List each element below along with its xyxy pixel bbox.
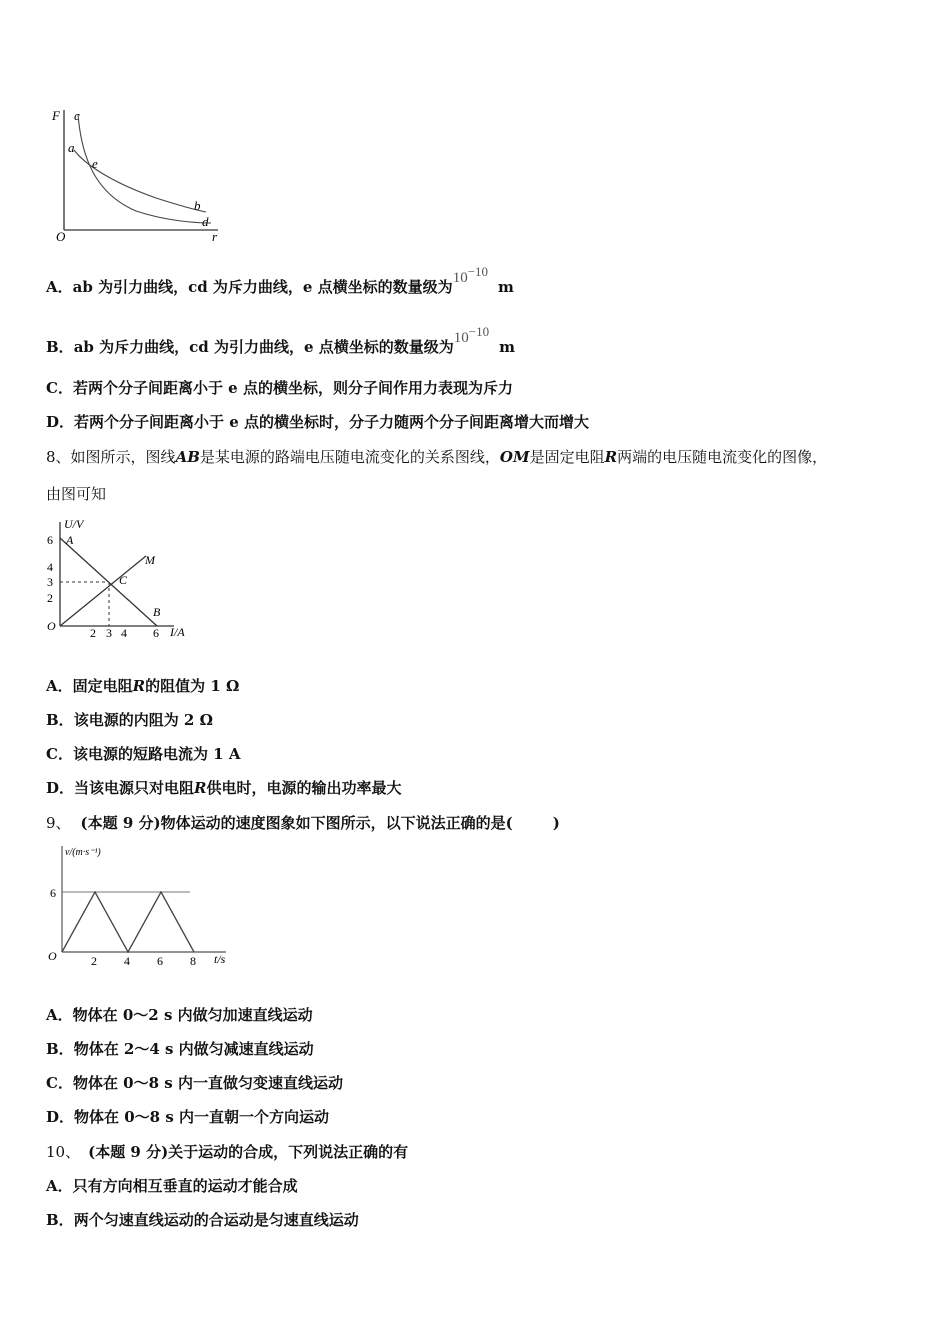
option-text: 固定电阻 <box>72 677 133 695</box>
option-letter: B． <box>46 1040 74 1058</box>
x-tick-2: 2 <box>90 626 96 640</box>
line-om <box>60 556 146 626</box>
q8-option-c[interactable] <box>46 744 240 764</box>
x-tick-8: 8 <box>190 954 196 968</box>
option-text: 当该电源只对电阻 <box>74 779 195 797</box>
option-letter: B． <box>46 338 74 356</box>
q9-option-b[interactable] <box>46 1039 314 1059</box>
option-text: 该电源的短路电流为 1 A <box>72 745 241 763</box>
point-c-label: C <box>119 573 128 587</box>
option-letter: B． <box>46 1211 74 1229</box>
option-letter: A． <box>46 278 73 296</box>
x-tick-6: 6 <box>153 626 159 640</box>
option-letter: C． <box>46 745 73 763</box>
q9-stem: 9、 (本题 9 分)物体运动的速度图象如下图所示，以下说法正确的是( ) <box>46 814 560 832</box>
x-tick-3: 3 <box>106 626 112 640</box>
velocity-series <box>62 892 194 952</box>
label-d: d <box>202 214 209 229</box>
q10-stem: 10、 (本题 9 分)关于运动的合成，下列说法正确的有 <box>46 1143 409 1161</box>
option-letter: B． <box>46 711 74 729</box>
option-text: 若两个分子间距离小于 e 点的横坐标时，分子力随两个分子间距离增大而增大 <box>74 413 590 431</box>
label-e: e <box>92 156 98 171</box>
option-text: ab 为引力曲线，cd 为斥力曲线，e 点横坐标的数量级为 <box>72 278 453 296</box>
y-tick-6: 6 <box>47 533 53 547</box>
q8-stem: 8、如图所示，图线AB是某电源的路端电压随电流变化的关系图线，OM是固定电阻R两端的电压随电流变化的图像， <box>46 448 828 466</box>
option-text: ab 为斥力曲线，cd 为引力曲线，e 点横坐标的数量级为 <box>73 338 454 356</box>
unit: m <box>499 338 515 356</box>
option-letter: A． <box>46 677 73 695</box>
q10-option-b[interactable] <box>46 1210 359 1230</box>
q9-option-d[interactable] <box>46 1107 329 1127</box>
option-text: 的阻值为 1 Ω <box>145 677 240 695</box>
f-axis-label: F <box>52 108 60 123</box>
label-c: c <box>74 108 80 123</box>
q8-option-b[interactable] <box>46 710 213 730</box>
velocity-time-graph <box>44 842 234 968</box>
q10-option-a[interactable] <box>46 1176 298 1196</box>
variable-r: R <box>194 779 207 797</box>
option-letter: C． <box>46 379 73 397</box>
option-text: 该电源的内阻为 2 Ω <box>73 711 213 729</box>
r-axis-label: r <box>212 229 218 244</box>
option-text: 只有方向相互垂直的运动才能合成 <box>72 1177 298 1195</box>
force-distance-figure <box>46 106 231 251</box>
q7-option-b[interactable] <box>46 324 515 358</box>
point-a-label: A <box>66 533 74 547</box>
u-i-graph <box>44 516 204 644</box>
origin-label: O <box>48 949 57 963</box>
point-m-label: M <box>145 553 155 567</box>
q9-option-a[interactable] <box>46 1005 313 1025</box>
u-axis-label: U/V <box>64 517 84 531</box>
q7-option-a[interactable] <box>46 264 514 298</box>
option-letter: A． <box>46 1006 73 1024</box>
option-text: 供电时，电源的输出功率最大 <box>206 779 402 797</box>
option-letter: D． <box>46 1108 75 1126</box>
curve-cd <box>78 114 211 223</box>
option-text: 若两个分子间距离小于 e 点的横坐标，则分子间作用力表现为斥力 <box>72 379 513 397</box>
point-b-label: B <box>153 605 161 619</box>
q8-stem-line2: 由图可知 <box>46 485 107 503</box>
option-text: 物体在 2～4 s 内做匀减速直线运动 <box>73 1040 314 1058</box>
q7-option-d[interactable] <box>46 412 589 432</box>
y-tick-3: 3 <box>47 575 53 589</box>
option-letter: C． <box>46 1074 73 1092</box>
option-text: 物体在 0～8 s 内一直朝一个方向运动 <box>74 1108 330 1126</box>
v-axis-label: v/(m·s⁻¹) <box>65 847 101 858</box>
t-axis-label: t/s <box>214 952 226 966</box>
x-tick-6: 6 <box>157 954 163 968</box>
q8-option-a[interactable] <box>46 676 239 696</box>
option-letter: A． <box>46 1177 73 1195</box>
power-of-ten: $10^{-10}$ <box>452 264 489 286</box>
x-tick-2: 2 <box>91 954 97 968</box>
x-tick-4: 4 <box>121 626 127 640</box>
unit: m <box>498 278 514 296</box>
y-tick-2: 2 <box>47 591 53 605</box>
y-tick-6: 6 <box>50 886 56 900</box>
origin-label: O <box>56 229 66 244</box>
q9-option-c[interactable] <box>46 1073 343 1093</box>
option-text: 物体在 0～2 s 内做匀加速直线运动 <box>72 1006 313 1024</box>
origin-label: O <box>47 619 56 633</box>
label-a: a <box>68 140 75 155</box>
i-axis-label: I/A <box>170 625 185 639</box>
x-tick-4: 4 <box>124 954 130 968</box>
q7-option-c[interactable] <box>46 378 513 398</box>
option-letter: D． <box>46 413 75 431</box>
option-text: 两个匀速直线运动的合运动是匀速直线运动 <box>73 1211 359 1229</box>
variable-r: R <box>132 677 146 695</box>
label-b: b <box>194 198 201 213</box>
power-of-ten: $10^{-10}$ <box>453 324 490 346</box>
option-text: 物体在 0～8 s 内一直做匀变速直线运动 <box>72 1074 343 1092</box>
option-letter: D． <box>46 779 75 797</box>
y-tick-4: 4 <box>47 560 53 574</box>
q8-option-d[interactable] <box>46 778 402 798</box>
